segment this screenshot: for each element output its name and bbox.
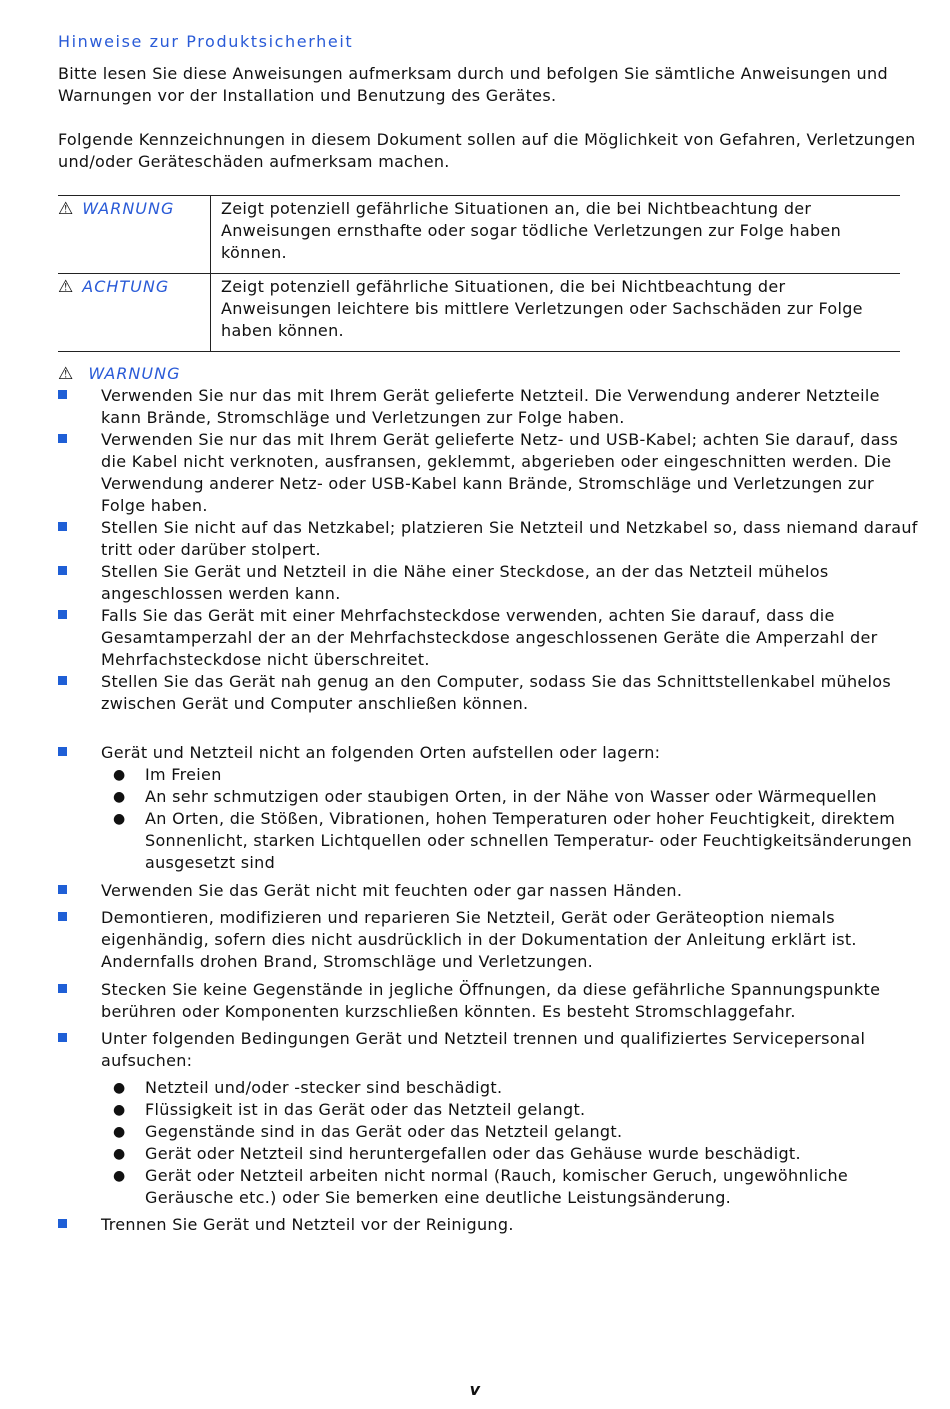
list-item: Demontieren, modifizieren und reparieren Sie Netzteil, Gerät oder Geräteoption niemals eigenhändig, sofern dies nicht ausdrücklich in der Dokumentation der Anleitung erklärt ist. Andernfalls drohen Brand, Stromschläge und Verletzungen.	[58, 907, 918, 973]
list-item: Stellen Sie das Gerät nah genug an den Computer, sodass Sie das Schnittstellenkabel mühelos zwischen Gerät und Computer anschließen können.	[58, 671, 918, 715]
sub-list-item: ● Gegenstände sind in das Gerät oder das Netzteil gelangt.	[113, 1122, 623, 1141]
round-bullet-icon: ●	[113, 1102, 126, 1118]
round-bullet-icon: ●	[113, 811, 126, 827]
square-bullet-icon	[58, 1219, 67, 1228]
further-warnings-list	[58, 979, 918, 1023]
list-item: Verwenden Sie das Gerät nicht mit feuchten oder gar nassen Händen.	[58, 880, 918, 902]
legend-table	[58, 195, 900, 352]
sub-list-item: ● An Orten, die Stößen, Vibrationen, hohen Temperaturen oder hoher Feuchtigkeit, direktem Sonnenlicht, starken Lichtquellen oder schnellen Temperatur- oder Feuchtigkeitsänderungen ausgesetzt sind	[113, 809, 913, 872]
square-bullet-icon	[58, 912, 67, 921]
cleaning-list	[58, 1214, 918, 1236]
list-item: Stecken Sie keine Gegenstände in jegliche Öffnungen, da diese gefährliche Spannungspunkte berühren oder Komponenten kurzschließen könnten. Es besteht Stromschlaggefahr.	[58, 979, 918, 1023]
list-item: Verwenden Sie nur das mit Ihrem Gerät gelieferte Netzteil. Die Verwendung anderer Netzteile kann Brände, Stromschläge und Verletzungen zur Folge haben.	[58, 385, 918, 429]
list-item: Verwenden Sie nur das mit Ihrem Gerät gelieferte Netz- und USB-Kabel; achten Sie darauf, dass die Kabel nicht verknoten, ausfransen, geklemmt, abgerieben oder eingeschnitten werden. Die Verwendung anderer Netz- oder USB-Kabel kann Brände, Stromschläge und Verletzungen zur Folge haben.	[58, 429, 918, 517]
legend-term: ACHTUNG	[82, 277, 170, 296]
list-item: Falls Sie das Gerät mit einer Mehrfachsteckdose verwenden, achten Sie darauf, dass die Gesamtamperzahl der an der Mehrfachsteckdose angeschlossenen Geräte die Amperzahl der Mehrfachsteckdose nicht überschreitet.	[58, 605, 918, 671]
warning-triangle-icon: ⚠	[58, 199, 75, 219]
list-item: Unter folgenden Bedingungen Gerät und Netzteil trennen und qualifiziertes Servicepersonal aufsuchen: ● Netzteil und/oder -stecker sind beschädigt. ● Flüssigkeit ist in das Gerät oder das Netzteil gelangt. ● Gegenstände sind in das Gerät oder das Netzteil gelangt. ● Gerät oder Netzteil sind heruntergefallen oder das Gehäuse wurde beschädigt. ● Gerät oder Netzteil arbeiten nicht normal (Rauch, komischer Geruch, ungewöhnliche Geräusche etc.) oder Sie bemerken eine deutliche Leistungsänderung.	[58, 1028, 918, 1209]
round-bullet-icon: ●	[113, 789, 126, 805]
round-bullet-icon: ●	[113, 767, 126, 783]
legend-term: WARNUNG	[82, 199, 175, 218]
sub-list-item: ● Gerät oder Netzteil arbeiten nicht normal (Rauch, komischer Geruch, ungewöhnliche Geräusche etc.) oder Sie bemerken eine deutliche Leistungsänderung.	[113, 1166, 849, 1207]
square-bullet-icon	[58, 610, 67, 619]
list-item: Stellen Sie nicht auf das Netzkabel; platzieren Sie Netzteil und Netzkabel so, dass niemand darauf tritt oder darüber stolpert.	[58, 517, 918, 561]
square-bullet-icon	[58, 747, 67, 756]
sub-list-item: ● Im Freien	[113, 765, 222, 784]
round-bullet-icon: ●	[113, 1124, 126, 1140]
list-item: Trennen Sie Gerät und Netzteil vor der Reinigung.	[58, 1214, 918, 1236]
section-heading: Hinweise zur Produktsicherheit	[58, 32, 354, 51]
round-bullet-icon: ●	[113, 1168, 126, 1184]
round-bullet-icon: ●	[113, 1146, 126, 1162]
sub-list-item: ● Gerät oder Netzteil sind heruntergefallen oder das Gehäuse wurde beschädigt.	[113, 1144, 801, 1163]
square-bullet-icon	[58, 676, 67, 685]
page-number: v	[469, 1380, 481, 1399]
sub-list-item: ● Flüssigkeit ist in das Gerät oder das Netzteil gelangt.	[113, 1100, 586, 1119]
locations-list	[58, 742, 918, 874]
legend-description: Zeigt potenziell gefährliche Situationen an, die bei Nichtbeachtung der Anweisungen ernsthafte oder sogar tödliche Verletzungen zur Folge haben können.	[221, 199, 842, 262]
warning-list	[58, 385, 918, 715]
square-bullet-icon	[58, 390, 67, 399]
service-sublist	[101, 1077, 918, 1209]
square-bullet-icon	[58, 434, 67, 443]
legend-row-achtung	[58, 274, 900, 352]
sub-list-item: ● Netzteil und/oder -stecker sind beschädigt.	[113, 1078, 503, 1097]
list-item: Stellen Sie Gerät und Netzteil in die Nähe einer Steckdose, an der das Netzteil mühelos angeschlossen werden kann.	[58, 561, 918, 605]
warning-section-title: ⚠ WARNUNG	[58, 364, 181, 384]
square-bullet-icon	[58, 522, 67, 531]
sub-list-item: ● An sehr schmutzigen oder staubigen Orten, in der Nähe von Wasser oder Wärmequellen	[113, 787, 877, 806]
further-warnings-list	[58, 907, 918, 973]
legend-row-warnung	[58, 196, 900, 274]
legend-description: Zeigt potenziell gefährliche Situationen, die bei Nichtbeachtung der Anweisungen leichtere bis mittlere Verletzungen oder Sachschäden zur Folge haben können.	[221, 277, 863, 340]
square-bullet-icon	[58, 566, 67, 575]
warning-triangle-icon: ⚠	[58, 277, 75, 297]
service-list	[58, 1028, 918, 1209]
intro-paragraph-1: Bitte lesen Sie diese Anweisungen aufmerksam durch und befolgen Sie sämtliche Anweisungen und Warnungen vor der Installation und Benutzung des Gerätes.	[58, 64, 888, 105]
intro-paragraph-2: Folgende Kennzeichnungen in diesem Dokument sollen auf die Möglichkeit von Gefahren, Verletzungen und/oder Geräteschäden aufmerksam machen.	[58, 130, 916, 171]
list-item: Gerät und Netzteil nicht an folgenden Orten aufstellen oder lagern: ● Im Freien ● An sehr schmutzigen oder staubigen Orten, in der Nähe von Wasser oder Wärmequellen ● An Orten, die Stößen, Vibrationen, hohen Temperaturen oder hoher Feuchtigkeit, direktem Sonnenlicht, starken Lichtquellen oder schnellen Temperatur- oder Feuchtigkeitsänderungen ausgesetzt sind	[58, 742, 918, 874]
warning-triangle-icon: ⚠	[58, 364, 75, 384]
square-bullet-icon	[58, 984, 67, 993]
square-bullet-icon	[58, 1033, 67, 1042]
locations-sublist	[101, 764, 918, 874]
round-bullet-icon: ●	[113, 1080, 126, 1096]
square-bullet-icon	[58, 885, 67, 894]
further-warnings-list	[58, 880, 918, 902]
